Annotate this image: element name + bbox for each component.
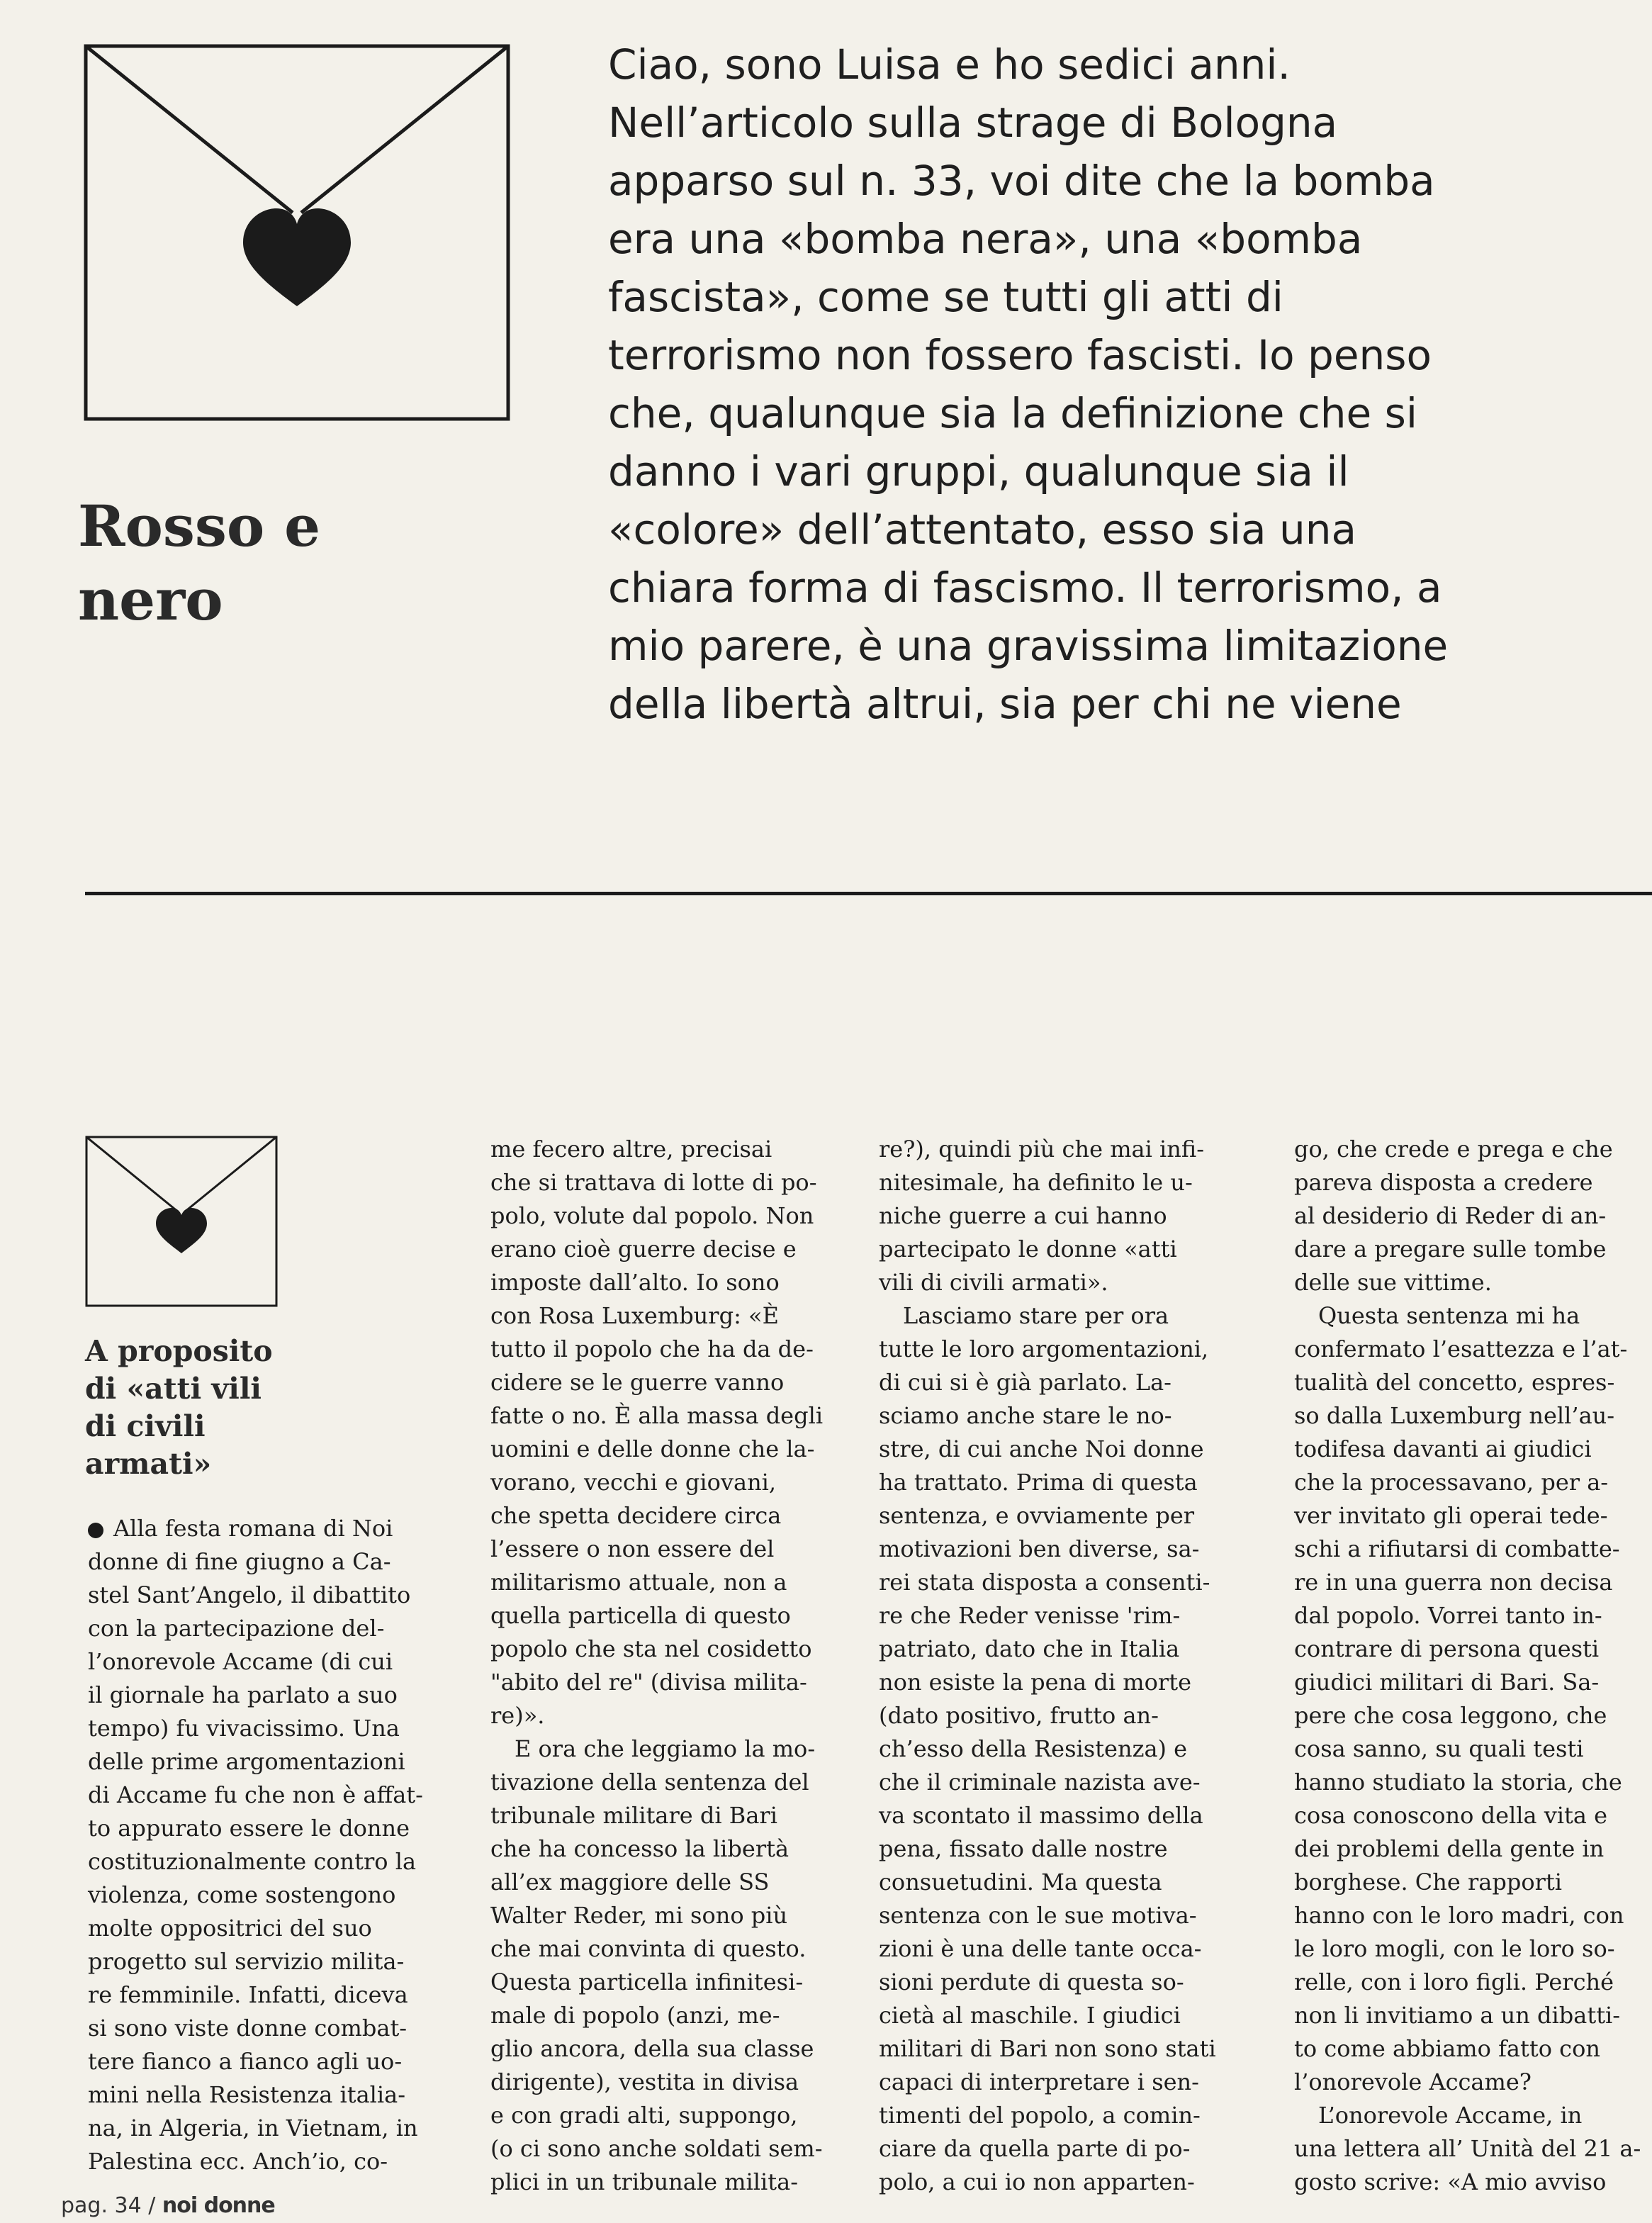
page-footer <box>61 2193 275 2219</box>
text-line: to appurato essere le donne <box>88 1815 410 1842</box>
text-line: popolo che sta nel cosidetto <box>490 1635 812 1662</box>
text-line: (o ci sono anche soldati sem- <box>490 2135 823 2162</box>
text-line: l’onorevole Accame (di cui <box>88 1648 393 1675</box>
text-line: Lasciamo stare per ora <box>903 1302 1169 1329</box>
text-line: violenza, come sostengono <box>88 1881 396 1908</box>
text-line: militarismo attuale, non a <box>490 1569 787 1596</box>
text-line: cosa sanno, su quali testi <box>1294 1735 1584 1762</box>
text-line: al desiderio di Reder di an- <box>1294 1202 1607 1229</box>
text-line: che, qualunque sia la definizione che si <box>608 389 1417 437</box>
text-line: gosto scrive: «A mio avviso <box>1294 2168 1607 2195</box>
text-line: tere fianco a fianco agli uo- <box>88 2048 403 2075</box>
text-line: sciamo anche stare le no- <box>879 1402 1172 1429</box>
text-line: e con gradi alti, suppongo, <box>490 2102 798 2129</box>
text-line: contrare di persona questi <box>1294 1635 1600 1662</box>
text-line: re in una guerra non decisa <box>1294 1569 1613 1596</box>
text-line: partecipato le donne «atti <box>879 1236 1177 1262</box>
text-line: vorano, vecchi e giovani, <box>490 1469 777 1496</box>
text-line: nitesimale, ha definito le u- <box>879 1169 1193 1196</box>
text-line: stre, di cui anche Noi donne <box>879 1435 1204 1462</box>
text-line: rei stata disposta a consenti- <box>879 1569 1210 1596</box>
text-line: l’essere o non essere del <box>490 1535 775 1562</box>
text-line: non esiste la pena di morte <box>879 1669 1191 1696</box>
text-line: il giornale ha parlato a suo <box>88 1681 398 1708</box>
text-line: molte oppositrici del suo <box>88 1915 372 1942</box>
letter-text <box>608 35 1622 733</box>
text-line: hanno con le loro madri, con <box>1294 1902 1624 1929</box>
text-line: re femminile. Infatti, diceva <box>88 1981 408 2008</box>
text-line: dei problemi della gente in <box>1294 1835 1605 1862</box>
text-line: timenti del popolo, a comin- <box>879 2102 1201 2129</box>
text-line: con la partecipazione del- <box>88 1615 385 1642</box>
section-divider <box>85 892 1652 895</box>
title-line: di civili <box>85 1409 206 1443</box>
text-line: go, che crede e prega e che <box>1294 1136 1613 1163</box>
text-line: quella particella di questo <box>490 1602 791 1629</box>
text-line: cidere se le guerre vanno <box>490 1369 785 1396</box>
envelope-heart-icon <box>84 44 510 421</box>
text-line: L’onorevole Accame, in <box>1318 2102 1583 2129</box>
text-line: tualità del concetto, espres- <box>1294 1369 1615 1396</box>
text-line: Nell’articolo sulla strage di Bologna <box>608 99 1338 147</box>
text-line: tutto il popolo che ha da de- <box>490 1336 814 1362</box>
text-line: ha trattato. Prima di questa <box>879 1469 1198 1496</box>
text-line: apparso sul n. 33, voi dite che la bomba <box>608 157 1435 205</box>
text-line: una lettera all’ Unità del 21 a- <box>1294 2135 1641 2162</box>
article-column-4 <box>1294 1133 1648 2199</box>
text-line: sioni perdute di questa so- <box>879 1969 1184 1995</box>
text-line: che la processavano, per a- <box>1294 1469 1609 1496</box>
text-line: imposte dall’alto. Io sono <box>490 1269 780 1296</box>
text-line: progetto sul servizio milita- <box>88 1948 405 1975</box>
text-line: re)». <box>490 1702 545 1729</box>
article-column-2 <box>490 1133 845 2199</box>
text-line: pere che cosa leggono, che <box>1294 1702 1607 1729</box>
text-line: costituzionalmente contro la <box>88 1848 417 1875</box>
text-line: che spetta decidere circa <box>490 1502 782 1529</box>
text-line: mini nella Resistenza italia- <box>88 2081 406 2108</box>
text-line: dirigente), vestita in divisa <box>490 2068 799 2095</box>
text-line: ciare da quella parte di po- <box>879 2135 1191 2162</box>
text-line: "abito del re" (divisa milita- <box>490 1669 807 1696</box>
article-column-1 <box>88 1512 435 2178</box>
text-line: che si trattava di lotte di po- <box>490 1169 817 1196</box>
text-line: capaci di interpretare i sen- <box>879 2068 1199 2095</box>
text-line: donne di fine giugno a Ca- <box>88 1548 391 1575</box>
text-line: Alla festa romana di Noi <box>113 1515 393 1542</box>
text-line: Questa particella infinitesi- <box>490 1969 804 1995</box>
text-line: si sono viste donne combat- <box>88 2015 408 2042</box>
text-line: Palestina ecc. Anch’io, co- <box>88 2148 388 2175</box>
text-line: delle prime argomentazioni <box>88 1748 405 1775</box>
text-line: polo, a cui io non apparten- <box>879 2168 1195 2195</box>
text-line: re che Reder venisse 'rim- <box>879 1602 1181 1629</box>
text-line: dare a pregare sulle tombe <box>1294 1236 1607 1262</box>
text-line: della libertà altrui, sia per chi ne viene <box>608 680 1402 728</box>
text-line: l’onorevole Accame? <box>1294 2068 1532 2095</box>
text-line: sentenza, e ovviamente per <box>879 1502 1195 1529</box>
text-line: stel Sant’Angelo, il dibattito <box>88 1581 411 1608</box>
text-line: to come abbiamo fatto con <box>1294 2035 1600 2062</box>
text-line: niche guerre a cui hanno <box>879 1202 1167 1229</box>
text-line: glio ancora, della sua classe <box>490 2035 814 2062</box>
text-line: confermato l’esattezza e l’at- <box>1294 1336 1628 1362</box>
text-line: ver invitato gli operai tede- <box>1294 1502 1608 1529</box>
text-line: che il criminale nazista ave- <box>879 1769 1201 1796</box>
text-line: tempo) fu vivacissimo. Una <box>88 1715 400 1742</box>
text-line: chiara forma di fascismo. Il terrorismo, a <box>608 564 1442 612</box>
text-line: mio parere, è una gravissima limitazione <box>608 622 1449 670</box>
text-line: militari di Bari non sono stati <box>879 2035 1216 2062</box>
title-line: Rosso e <box>78 493 321 559</box>
text-line: ch’esso della Resistenza) e <box>879 1735 1188 1762</box>
text-line: tribunale militare di Bari <box>490 1802 777 1829</box>
text-line: consuetudini. Ma questa <box>879 1869 1162 1896</box>
article-title <box>85 1333 319 1483</box>
text-line: male di popolo (anzi, me- <box>490 2002 780 2029</box>
text-line: va scontato il massimo della <box>879 1802 1203 1829</box>
text-line: todifesa davanti ai giudici <box>1294 1435 1592 1462</box>
text-line: re?), quindi più che mai infi- <box>879 1136 1205 1163</box>
title-line: armati» <box>85 1447 212 1481</box>
text-line: terrorismo non fossero fascisti. Io penso <box>608 331 1432 379</box>
text-line: so dalla Luxemburg nell’au- <box>1294 1402 1615 1429</box>
text-line: motivazioni ben diverse, sa- <box>879 1535 1200 1562</box>
text-line: di Accame fu che non è affat- <box>88 1781 423 1808</box>
text-line: delle sue vittime. <box>1294 1269 1492 1296</box>
text-line: danno i vari gruppi, qualunque sia il <box>608 447 1349 495</box>
text-line: vili di civili armati». <box>879 1269 1108 1296</box>
text-line: polo, volute dal popolo. Non <box>490 1202 814 1229</box>
text-line: pena, fissato dalle nostre <box>879 1835 1168 1862</box>
envelope-heart-icon <box>85 1136 278 1307</box>
text-line: Ciao, sono Luisa e ho sedici anni. <box>608 40 1291 89</box>
text-line: (dato positivo, frutto an- <box>879 1702 1159 1729</box>
text-line: borghese. Che rapporti <box>1294 1869 1562 1896</box>
text-line: tivazione della sentenza del <box>490 1769 809 1796</box>
magazine-name: noi donne <box>162 2193 275 2218</box>
page-number: pag. 34 / <box>61 2193 156 2218</box>
text-line: all’ex maggiore delle SS <box>490 1869 770 1896</box>
text-line: relle, con i loro figli. Perché <box>1294 1969 1614 1995</box>
text-line: me fecero altre, precisai <box>490 1136 772 1163</box>
letter-title <box>78 489 418 637</box>
text-line: plici in un tribunale milita- <box>490 2168 798 2195</box>
text-line: di cui si è già parlato. La- <box>879 1369 1171 1396</box>
article-column-3 <box>879 1133 1233 2199</box>
text-line: cietà al maschile. I giudici <box>879 2002 1181 2029</box>
text-line: le loro mogli, con le loro so- <box>1294 1935 1615 1962</box>
text-line: schi a rifiutarsi di combatte- <box>1294 1535 1620 1562</box>
text-line: era una «bomba nera», una «bomba <box>608 215 1363 263</box>
text-line: sentenza con le sue motiva- <box>879 1902 1197 1929</box>
text-line: con Rosa Luxemburg: «È <box>490 1302 779 1329</box>
title-line: A proposito <box>85 1334 273 1368</box>
text-line: fascista», come se tutti gli atti di <box>608 273 1283 321</box>
text-line: «colore» dell’attentato, esso sia una <box>608 505 1357 554</box>
text-line: uomini e delle donne che la- <box>490 1435 815 1462</box>
text-line: pareva disposta a credere <box>1294 1169 1593 1196</box>
text-line: dal popolo. Vorrei tanto in- <box>1294 1602 1602 1629</box>
text-line: non li invitiamo a un dibatti- <box>1294 2002 1621 2029</box>
text-line: Walter Reder, mi sono più <box>490 1902 788 1929</box>
text-line: E ora che leggiamo la mo- <box>515 1735 816 1762</box>
title-line: nero <box>78 566 223 633</box>
text-line: giudici militari di Bari. Sa- <box>1294 1669 1600 1696</box>
text-line: che mai convinta di questo. <box>490 1935 807 1962</box>
title-line: di «atti vili <box>85 1372 262 1406</box>
text-line: Questa sentenza mi ha <box>1318 1302 1580 1329</box>
text-line: che ha concesso la libertà <box>490 1835 790 1862</box>
text-line: na, in Algeria, in Vietnam, in <box>88 2115 418 2141</box>
bullet-icon <box>88 1523 103 1538</box>
text-line: zioni è una delle tante occa- <box>879 1935 1202 1962</box>
text-line: cosa conoscono della vita e <box>1294 1802 1608 1829</box>
text-line: patriato, dato che in Italia <box>879 1635 1180 1662</box>
text-line: fatte o no. È alla massa degli <box>490 1402 824 1429</box>
text-line: tutte le loro argomentazioni, <box>879 1336 1209 1362</box>
text-line: hanno studiato la storia, che <box>1294 1769 1622 1796</box>
text-line: erano cioè guerre decise e <box>490 1236 797 1262</box>
